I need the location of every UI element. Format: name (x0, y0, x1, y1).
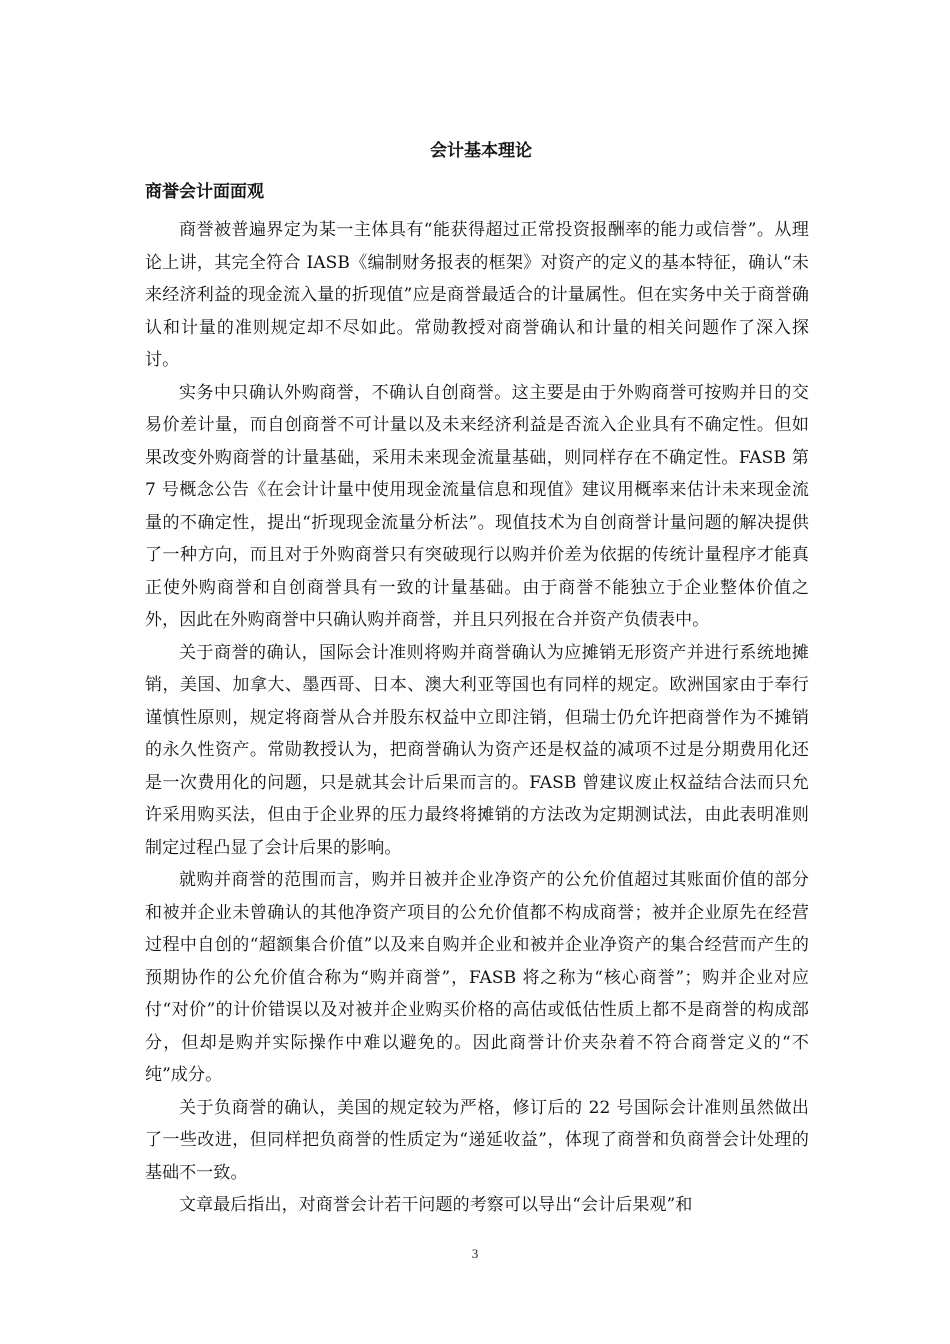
page-content (145, 138, 809, 1222)
page-number: 3 (471, 1246, 479, 1261)
body-paragraph-2: 实务中只确认外购商誉，不确认自创商誉。这主要是由于外购商誉可按购并日的交易价差计量，而自创商誉不可计量以及未来经济利益是否流入企业具有不确定性。但如果改变外购商誉的计量基础，采用未来现金流量基础，则同样存在不确定性。FASB 第 7 号概念公告《在会计计量中使用现金流量信息和现值》建议用概率来估计未来现金流量的不确定性，提出“折现现金流量分析法”。现值技术为自创商誉计量问题的解决提供了一种方向，而且对于外购商誉只有突破现行以购并价差为依据的传统计量程序才能真正使外购商誉和自创商誉具有一致的计量基础。由于商誉不能独立于企业整体价值之外，因此在外购商誉中只确认购并商誉，并且只列报在合并资产负债表中。 (145, 382, 809, 630)
section-title: 商誉会计面面观 (145, 182, 264, 202)
body-paragraph-5: 关于负商誉的确认，美国的规定较为严格，修订后的 22 号国际会计准则虽然做出了一些改进，但同样把负商誉的性质定为“递延收益”，体现了商誉和负商誉会计处理的基础不一致。 (145, 1097, 809, 1183)
body-paragraph-4: 就购并商誉的范围而言，购并日被并企业净资产的公允价值超过其账面价值的部分和被并企业未曾确认的其他净资产项目的公允价值都不构成商誉；被并企业原先在经营过程中自创的“超额集合价值”以及来自购并企业和被并企业净资产的集合经营而产生的预期协作的公允价值合称为“购并商誉”，FASB 将之称为“核心商誉”；购并企业对应付“对价”的计价错误以及对被并企业购买价格的高估或低估性质上都不是商誉的构成部分，但却是购并实际操作中难以避免的。因此商誉计价夹杂着不符合商誉定义的“不纯”成分。 (145, 870, 809, 1085)
body-paragraph-1: 商誉被普遍界定为某一主体具有“能获得超过正常投资报酬率的能力或信誉”。从理论上讲，其完全符合 IASB《编制财务报表的框架》对资产的定义的基本特征，确认“未来经济利益的现金流入量的折现值”应是商誉最适合的计量属性。但在实务中关于商誉确认和计量的准则规定却不尽如此。常勋教授对商誉确认和计量的相关问题作了深入探讨。 (145, 220, 809, 370)
body-paragraph-6: 文章最后指出，对商誉会计若干问题的考察可以导出“会计后果观”和 (179, 1195, 693, 1215)
body-paragraph-3: 关于商誉的确认，国际会计准则将购并商誉确认为应摊销无形资产并进行系统地摊销，美国、加拿大、墨西哥、日本、澳大利亚等国也有同样的规定。欧洲国家由于奉行谨慎性原则，规定将商誉从合并股东权益中立即注销，但瑞士仍允许把商誉作为不摊销的永久性资产。常勋教授认为，把商誉确认为资产还是权益的减项不过是分期费用化还是一次费用化的问题，只是就其会计后果而言的。FASB 曾建议废止权益结合法而只允许采用购买法，但由于企业界的压力最终将摊销的方法改为定期测试法，由此表明准则制定过程凸显了会计后果的影响。 (145, 642, 809, 858)
document-title: 会计基本理论 (430, 141, 532, 161)
